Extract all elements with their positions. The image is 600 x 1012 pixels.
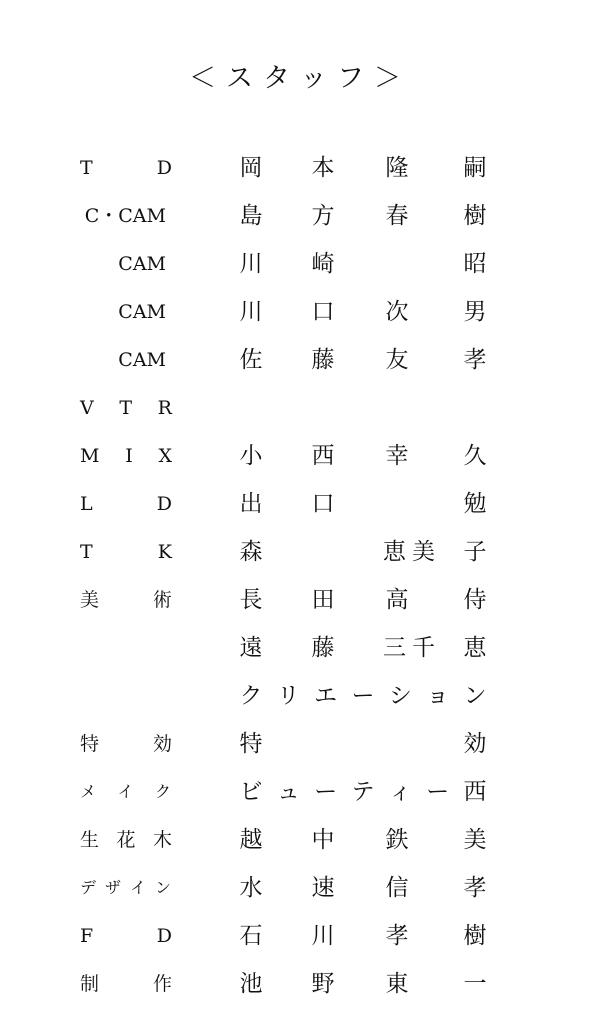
credit-row <box>0 336 600 384</box>
glyph: D <box>156 493 172 515</box>
name-char: 孝 <box>385 923 409 949</box>
credit-role <box>80 490 172 518</box>
credit-name <box>236 824 490 856</box>
name-char: 孝 <box>463 347 487 373</box>
credit-row <box>0 288 600 336</box>
name-char: 池 <box>239 971 263 997</box>
glyph: ザ <box>104 878 122 897</box>
credit-row <box>0 480 600 528</box>
name-char: 久 <box>463 443 487 469</box>
name-char: 方 <box>311 203 335 229</box>
credit-role: CAM <box>118 253 166 275</box>
name-char: 次 <box>385 299 409 325</box>
name-char: 侍 <box>463 587 487 613</box>
credit-row <box>0 192 600 240</box>
name-char: 子 <box>463 539 487 565</box>
credit-name <box>236 392 490 424</box>
glyph: イ <box>117 782 135 801</box>
name-char: 隆 <box>385 155 409 181</box>
credit-name <box>236 344 490 376</box>
glyph: ク <box>239 683 263 709</box>
credit-role <box>80 394 172 422</box>
name-char: 鉄 <box>385 827 409 853</box>
credit-role <box>80 586 172 614</box>
name-char: 藤 <box>311 347 335 373</box>
name-char: 特 <box>239 731 263 757</box>
credit-row <box>0 384 600 432</box>
name-char: 孝 <box>463 875 487 901</box>
glyph: R <box>157 397 172 419</box>
glyph: 西 <box>463 779 487 805</box>
glyph: F <box>80 925 94 947</box>
glyph: K <box>157 541 172 563</box>
glyph: ク <box>154 782 172 801</box>
glyph: 作 <box>152 973 172 995</box>
name-char: 口 <box>311 491 335 517</box>
name-char: 藤 <box>311 635 335 661</box>
glyph: T <box>80 157 93 179</box>
glyph: L <box>80 493 93 515</box>
credit-name <box>236 680 490 712</box>
name-char: 川 <box>239 299 263 325</box>
glyph: 木 <box>152 829 172 851</box>
credit-role <box>80 634 172 662</box>
glyph: 生 <box>80 829 100 851</box>
name-char: 川 <box>311 923 335 949</box>
credit-name <box>236 728 490 760</box>
glyph: 効 <box>152 733 172 755</box>
name-char: 岡 <box>239 155 263 181</box>
credit-row <box>0 816 600 864</box>
credit-role <box>80 730 172 758</box>
glyph: 術 <box>152 589 172 611</box>
credit-row <box>0 912 600 960</box>
glyph: デ <box>80 878 98 897</box>
credit-row <box>0 576 600 624</box>
glyph: シ <box>388 683 412 709</box>
name-char: 美 <box>463 827 487 853</box>
name-char: 樹 <box>463 203 487 229</box>
name-char: 口 <box>311 299 335 325</box>
name-char: 遠 <box>239 635 263 661</box>
name-char: 一 <box>463 971 487 997</box>
credit-name <box>236 872 490 904</box>
credit-row <box>0 624 600 672</box>
name-char: 森 <box>239 539 263 565</box>
credit-row <box>0 432 600 480</box>
credit-row <box>0 672 600 720</box>
credit-name <box>236 536 490 568</box>
credit-row <box>0 144 600 192</box>
glyph: D <box>156 925 172 947</box>
name-char: 恵 <box>463 635 487 661</box>
name-char: 島 <box>239 203 263 229</box>
glyph: ビ <box>239 779 263 805</box>
name-char: 友 <box>385 347 409 373</box>
name-char: 水 <box>239 875 263 901</box>
name-char: 小 <box>239 443 263 469</box>
credit-role: CAM <box>118 349 166 371</box>
name-char: 速 <box>311 875 335 901</box>
credit-name <box>236 440 490 472</box>
glyph: ー <box>426 779 450 805</box>
credit-name <box>236 920 490 952</box>
credit-role <box>80 538 172 566</box>
credit-role <box>80 874 172 902</box>
glyph: 美 <box>80 589 100 611</box>
credit-name <box>236 584 490 616</box>
glyph: ョ <box>426 683 450 709</box>
glyph: ー <box>314 779 338 805</box>
glyph: メ <box>80 782 98 801</box>
credit-name <box>236 200 490 232</box>
glyph: ュ <box>276 779 300 805</box>
name-char: 春 <box>385 203 409 229</box>
glyph: 特 <box>80 733 100 755</box>
glyph: X <box>158 445 172 467</box>
name-char: 崎 <box>311 251 335 277</box>
name-char: 佐 <box>239 347 263 373</box>
glyph: ー <box>351 683 375 709</box>
credit-row <box>0 768 600 816</box>
name-char: 石 <box>239 923 263 949</box>
name-char: 本 <box>311 155 335 181</box>
glyph: ィ <box>388 779 412 805</box>
credit-name <box>236 296 490 328</box>
page-title: ＜スタッフ＞ <box>189 63 411 94</box>
glyph: M <box>80 445 100 467</box>
name-char: 効 <box>463 731 487 757</box>
credit-role: CAM <box>118 301 166 323</box>
credit-role <box>80 442 172 470</box>
glyph: ン <box>463 683 487 709</box>
name-char: 田 <box>311 587 335 613</box>
name-char: 川 <box>239 251 263 277</box>
glyph: リ <box>276 683 300 709</box>
credit-role <box>80 682 172 710</box>
glyph: テ <box>351 779 375 805</box>
credit-role <box>80 154 172 182</box>
glyph: 制 <box>80 973 100 995</box>
name-char: 高 <box>385 587 409 613</box>
glyph: ン <box>154 878 172 897</box>
staff-roster <box>0 144 600 1008</box>
glyph: T <box>119 397 133 419</box>
credit-name <box>236 632 490 664</box>
name-char: 長 <box>239 587 263 613</box>
name-char: 中 <box>311 827 335 853</box>
name-char: 昭 <box>463 251 487 277</box>
name-char: 嗣 <box>463 155 487 181</box>
credit-role <box>80 778 172 806</box>
glyph: V <box>80 397 94 419</box>
credit-row <box>0 960 600 1008</box>
credit-name <box>236 968 490 1000</box>
glyph: イ <box>129 878 147 897</box>
glyph: エ <box>314 683 338 709</box>
name-char: 樹 <box>463 923 487 949</box>
name-char: 東 <box>385 971 409 997</box>
name-char: 西 <box>311 443 335 469</box>
glyph: I <box>125 445 133 467</box>
glyph: D <box>156 157 172 179</box>
credit-name <box>236 776 490 808</box>
credit-row <box>0 864 600 912</box>
credit-name <box>236 488 490 520</box>
credit-name <box>236 248 490 280</box>
name-char: 三千 <box>383 635 441 661</box>
credit-row <box>0 528 600 576</box>
credit-row <box>0 240 600 288</box>
credit-role <box>80 970 172 998</box>
name-char: 恵美 <box>383 539 441 565</box>
name-char: 男 <box>463 299 487 325</box>
credit-name <box>236 152 490 184</box>
name-char: 信 <box>385 875 409 901</box>
glyph: 花 <box>116 829 136 851</box>
glyph: T <box>80 541 93 563</box>
name-char: 幸 <box>385 443 409 469</box>
credit-role: C・CAM <box>84 205 166 227</box>
name-char: 越 <box>239 827 263 853</box>
credit-row <box>0 720 600 768</box>
name-char: 出 <box>239 491 263 517</box>
name-char: 野 <box>311 971 335 997</box>
name-char: 勉 <box>463 491 487 517</box>
credit-role <box>80 826 172 854</box>
credit-role <box>80 922 172 950</box>
